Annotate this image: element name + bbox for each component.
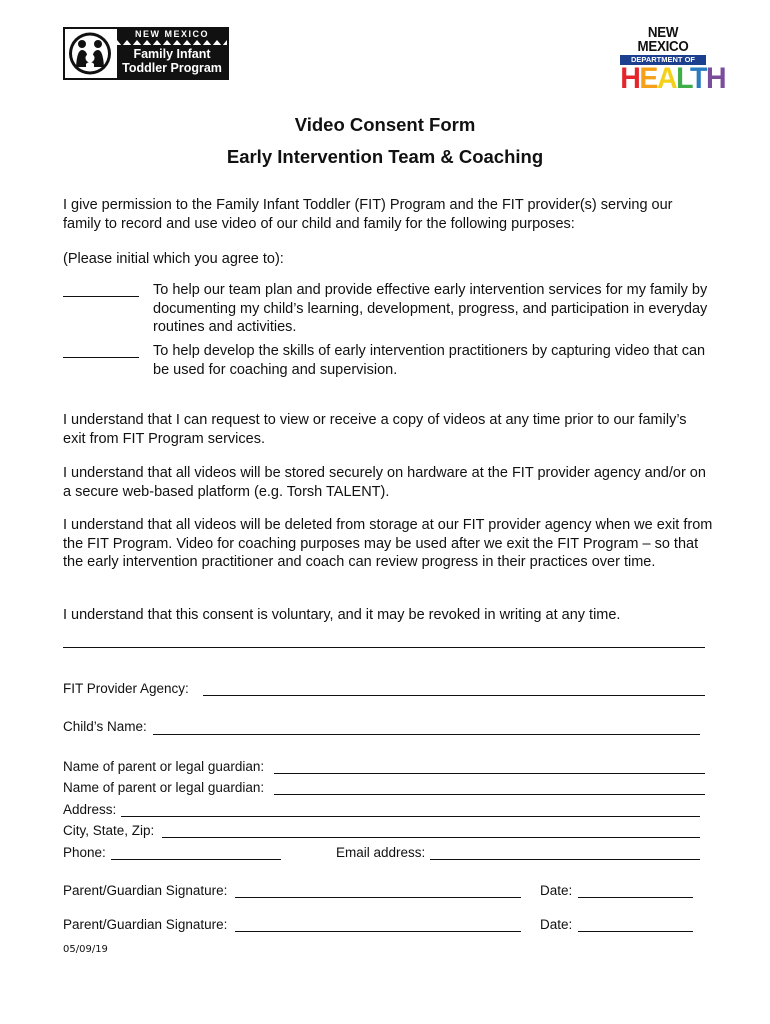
date2-input[interactable] xyxy=(578,931,693,932)
initial-field-1[interactable] xyxy=(63,296,139,297)
parent2-label: Name of parent or legal guardian: xyxy=(63,780,265,795)
doh-state: NEW MEXICO xyxy=(637,25,689,55)
city-label: City, State, Zip: xyxy=(63,823,155,838)
page-subtitle: Early Intervention Team & Coaching xyxy=(226,146,544,167)
date2-label: Date: xyxy=(540,917,573,932)
parent1-input[interactable] xyxy=(274,773,705,774)
address-input[interactable] xyxy=(121,816,700,817)
parent2-input[interactable] xyxy=(274,794,705,795)
child-name-input[interactable] xyxy=(153,734,700,735)
fit-banner: NEW MEXICO xyxy=(117,29,227,40)
fit-program-logo xyxy=(63,27,229,80)
section-divider xyxy=(63,647,705,648)
health-letter: L xyxy=(676,62,691,95)
page-title: Video Consent Form xyxy=(294,114,476,135)
signature2-label: Parent/Guardian Signature: xyxy=(63,917,228,932)
health-letter: E xyxy=(639,62,658,95)
agency-label: FIT Provider Agency: xyxy=(63,681,189,696)
health-letter: H xyxy=(620,62,640,95)
statement-view-copy: I understand that I can request to view or receive a copy of videos at any time prior to our family’s exit from FIT Program services. xyxy=(63,412,687,447)
doh-health-word xyxy=(620,62,726,95)
email-input[interactable] xyxy=(430,859,700,860)
doh-department: DEPARTMENT OF xyxy=(620,55,706,65)
phone-label: Phone: xyxy=(63,845,106,860)
address-label: Address: xyxy=(63,802,117,817)
agency-input[interactable] xyxy=(203,695,705,696)
nm-doh-logo xyxy=(618,25,726,95)
signature1-input[interactable] xyxy=(235,897,521,898)
family-emblem-icon xyxy=(67,31,113,76)
revision-date: 05/09/19 xyxy=(63,944,108,955)
statement-deletion: I understand that all videos will be deleted from storage at our FIT provider agency when we exit from the FIT Program. Video for coaching purposes may be used after we exit the FIT Program – so that the early intervention practitioner and coach can review progress in their practices over time. xyxy=(63,517,713,570)
date1-input[interactable] xyxy=(578,897,693,898)
option-1-text: To help our team plan and provide effective early intervention services for my family by documenting my child’s learning, development, progress, and participation in everyday routines and activities. xyxy=(153,282,708,335)
signature2-input[interactable] xyxy=(235,931,521,932)
fit-program-name: Family Infant Toddler Program xyxy=(117,45,227,78)
health-letter: A xyxy=(657,62,677,95)
initial-field-2[interactable] xyxy=(63,357,139,358)
email-label: Email address: xyxy=(336,845,426,860)
statement-storage: I understand that all videos will be stored securely on hardware at the FIT provider agency and/or on a secure web-based platform (e.g. Torsh TALENT). xyxy=(63,465,706,500)
child-name-label: Child’s Name: xyxy=(63,719,147,734)
signature1-label: Parent/Guardian Signature: xyxy=(63,883,228,898)
health-letter: T xyxy=(690,62,707,95)
city-input[interactable] xyxy=(162,837,700,838)
parent1-label: Name of parent or legal guardian: xyxy=(63,759,265,774)
phone-input[interactable] xyxy=(111,859,281,860)
statement-voluntary: I understand that this consent is voluntary, and it may be revoked in writing at any time. xyxy=(63,607,621,623)
date1-label: Date: xyxy=(540,883,573,898)
intro-paragraph: I give permission to the Family Infant Toddler (FIT) Program and the FIT provider(s) serving our family to record and use video of our child and family for the following purposes: xyxy=(63,197,673,232)
option-2-text: To help develop the skills of early intervention practitioners by capturing video that can be used for coaching and supervision. xyxy=(153,343,706,378)
health-letter: H xyxy=(706,62,726,95)
initial-prompt: (Please initial which you agree to): xyxy=(63,251,284,267)
